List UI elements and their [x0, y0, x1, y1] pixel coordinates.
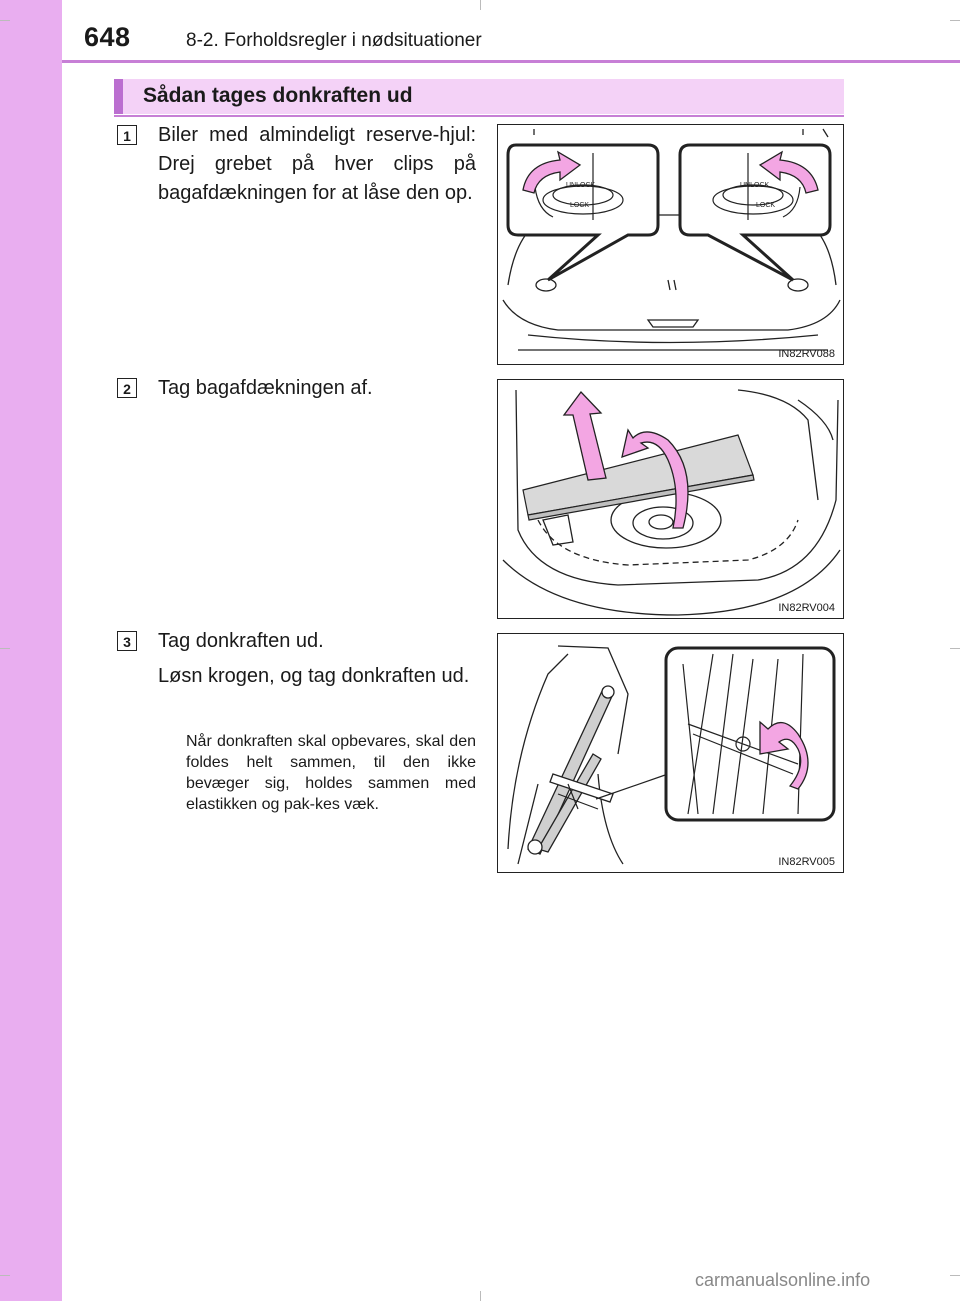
crop-mark — [0, 1275, 10, 1276]
remove-cover-illustration — [498, 380, 844, 619]
remove-jack-illustration — [498, 634, 844, 873]
step-number-3: 3 — [117, 631, 137, 651]
figure-remove-jack — [497, 633, 844, 873]
dial-label-lock-left: LOCK — [570, 202, 590, 209]
figure-code: IN82RV005 — [778, 856, 835, 868]
crop-mark — [480, 1291, 481, 1301]
crop-mark — [950, 1275, 960, 1276]
heading-title: Sådan tages donkraften ud — [143, 84, 413, 107]
crop-mark — [950, 648, 960, 649]
heading-rule — [114, 115, 844, 117]
side-tab — [0, 0, 62, 1301]
figure-code: IN82RV004 — [778, 602, 835, 614]
heading-bar — [114, 79, 844, 114]
step-number-1: 1 — [117, 125, 137, 145]
crop-mark — [0, 648, 10, 649]
header-rule — [62, 60, 960, 63]
page-number: 648 — [84, 22, 131, 52]
crop-mark — [950, 20, 960, 21]
section-title: 8-2. Forholdsregler i nødsituationer — [186, 30, 482, 51]
step-3-note: Når donkraften skal opbevares, skal den foldes helt sammen, til den ikke bevæger sig, holdes sammen med elastikken og pak-kes væk. — [186, 733, 476, 813]
figure-code: IN82RV088 — [778, 348, 835, 360]
figure-trunk-clips — [497, 124, 844, 365]
dial-label-unlock-left: UNLOCK — [566, 182, 596, 189]
dial-label-lock-right: LOCK — [756, 202, 776, 209]
step-3-text-2: Løsn krogen, og tag donkraften ud. — [158, 665, 470, 687]
step-number-2: 2 — [117, 378, 137, 398]
step-2-text: Tag bagafdækningen af. — [158, 377, 373, 399]
figure-remove-cover — [497, 379, 844, 619]
step-3-text: Tag donkraften ud. — [158, 630, 324, 652]
crop-mark — [0, 20, 10, 21]
step-1-text: Biler med almindeligt reserve-hjul: Drej grebet på hver clips på bagafdækningen for at låse den op. — [158, 124, 476, 204]
watermark: carmanualsonline.info — [695, 1270, 871, 1290]
trunk-clips-illustration — [498, 125, 844, 365]
crop-mark — [480, 0, 481, 10]
dial-label-unlock-right: UNLOCK — [740, 182, 770, 189]
